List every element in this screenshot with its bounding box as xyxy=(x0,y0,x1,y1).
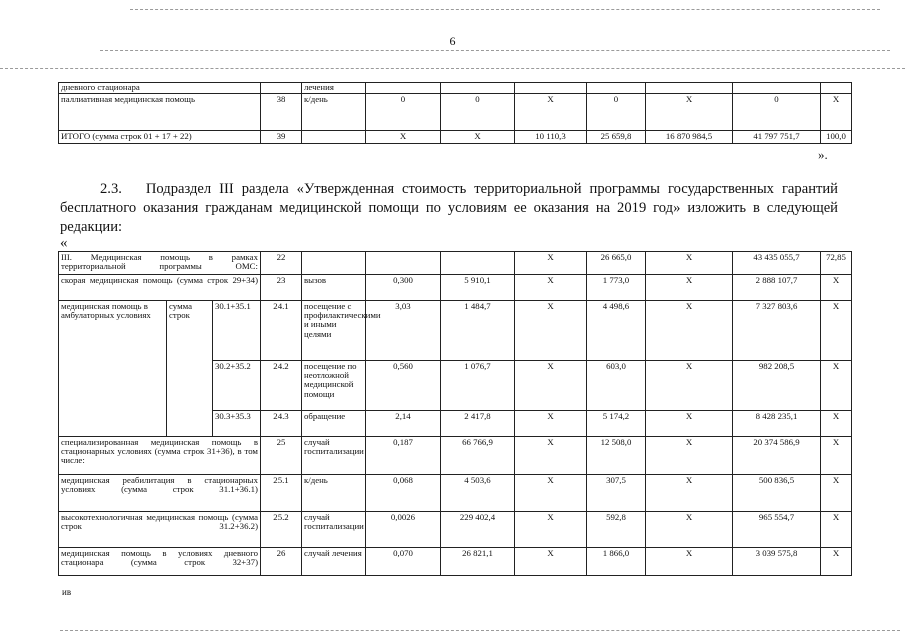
page-number: 6 xyxy=(449,34,456,48)
unit-cell: лечения xyxy=(302,83,366,94)
paragraph-text: Подраздел III раздела «Утвержденная стоимость территориальной программы государственных гарантий бесплатного оказания гражданам медицинской помощи по условиям ее оказания на 2019 год» изложить в следующей редакции: xyxy=(60,181,838,235)
sum-label: сумма строк xyxy=(167,301,213,437)
table-row: скорая медицинская помощь (сумма строк 29+34) 23 вызов 0,300 5 910,1 X 1 773,0 X 2 888 107,7 X xyxy=(59,275,852,301)
table-row: медицинская помощь в амбулаторных условиях сумма строк 30.1+35.1 24.1 посещение с профилактическими и иными целями 3,03 1 484,7 X 4 498,6 X 7 327 803,6 X xyxy=(59,301,852,361)
row-number: 23 xyxy=(261,275,302,301)
table-row: 30.2+35.2 24.2 посещение по неотложной медицинской помощи 0,560 1 076,7 X 603,0 X 982 208,5 X xyxy=(59,361,852,411)
row-number: 25.1 xyxy=(261,475,302,512)
scan-line-top xyxy=(130,9,880,10)
unit-cell: вызов xyxy=(302,275,366,301)
row-name: медицинская помощь в условиях дневного стационара (сумма строк 32+37) xyxy=(59,548,261,576)
row-number: 25.2 xyxy=(261,512,302,548)
unit-cell: случай лечения xyxy=(302,548,366,576)
table-row: медицинская помощь в условиях дневного стационара (сумма строк 32+37) 26 случай лечения 0,070 26 821,1 X 1 866,0 X 3 039 575,8 X xyxy=(59,548,852,576)
row-number: 22 xyxy=(261,252,302,275)
row-number: 26 xyxy=(261,548,302,576)
row-number: 24.2 xyxy=(261,361,302,411)
row-name: дневного стационара xyxy=(59,83,261,94)
table-row: ИТОГО (сумма строк 01 + 17 + 22) 39 X X 10 110,3 25 659,8 16 870 984,5 41 797 751,7 100,0 xyxy=(59,131,852,144)
row-number: 39 xyxy=(261,131,302,144)
row-name: медицинская помощь в амбулаторных условиях xyxy=(59,301,167,437)
scan-line-upper xyxy=(100,50,890,51)
row-number: 24.1 xyxy=(261,301,302,361)
paragraph-number: 2.3. xyxy=(100,181,122,197)
unit-cell: к/день xyxy=(302,475,366,512)
table-row: высокотехнологичная медицинская помощь (сумма строк 31.2+36.2) 25.2 случай госпитализации 0,0026 229 402,4 X 592,8 X 965 554,7 X xyxy=(59,512,852,548)
scan-line-bottom xyxy=(60,630,900,631)
table-row xyxy=(59,83,852,94)
opening-quote: « xyxy=(60,235,68,251)
amendment-paragraph xyxy=(60,180,838,237)
row-name: скорая медицинская помощь (сумма строк 29+34) xyxy=(59,275,261,301)
footer-mark: ив xyxy=(62,587,72,597)
unit-cell: посещение по неотложной медицинской помощи xyxy=(302,361,366,411)
table-row: паллиативная медицинская помощь 38 к/день 0 0 X 0 X 0 X xyxy=(59,94,852,131)
table-row: специализированная медицинская помощь в стационарных условиях (сумма строк 31+36), в том числе: 25 случай госпитализации 0,187 66 766,9 X 12 508,0 X 20 374 586,9 X xyxy=(59,437,852,475)
row-name: III. Медицинская помощь в рамках территориальной программы ОМС: xyxy=(59,252,261,275)
row-name: медицинская реабилитация в стационарных условиях (сумма строк 31.1+36.1) xyxy=(59,475,261,512)
row-ref: 30.2+35.2 xyxy=(213,361,261,411)
row-name: специализированная медицинская помощь в стационарных условиях (сумма строк 31+36), в том числе: xyxy=(59,437,261,475)
row-name: высокотехнологичная медицинская помощь (сумма строк 31.2+36.2) xyxy=(59,512,261,548)
row-number: 38 xyxy=(261,94,302,131)
scan-line-mid xyxy=(0,68,905,69)
row-name: паллиативная медицинская помощь xyxy=(59,94,261,131)
unit-cell: обращение xyxy=(302,411,366,437)
top-table xyxy=(58,82,852,144)
unit-cell: посещение с профилактическими и иными целями xyxy=(302,301,366,361)
unit-cell: к/день xyxy=(302,94,366,131)
table-row: медицинская реабилитация в стационарных условиях (сумма строк 31.1+36.1) 25.1 к/день 0,068 4 503,6 X 307,5 X 500 836,5 X xyxy=(59,475,852,512)
row-number: 25 xyxy=(261,437,302,475)
row-ref: 30.1+35.1 xyxy=(213,301,261,361)
closing-quote: ». xyxy=(818,147,828,162)
table-row: 30.3+35.3 24.3 обращение 2,14 2 417,8 X 5 174,2 X 8 428 235,1 X xyxy=(59,411,852,437)
table-row: III. Медицинская помощь в рамках территориальной программы ОМС: 22 X 26 665,0 X 43 435 055,7 72,85 xyxy=(59,252,852,275)
row-name: ИТОГО (сумма строк 01 + 17 + 22) xyxy=(59,131,261,144)
unit-cell: случай госпитализации xyxy=(302,512,366,548)
row-number: 24.3 xyxy=(261,411,302,437)
main-table xyxy=(58,251,852,576)
unit-cell: случай госпитализации xyxy=(302,437,366,475)
row-ref: 30.3+35.3 xyxy=(213,411,261,437)
